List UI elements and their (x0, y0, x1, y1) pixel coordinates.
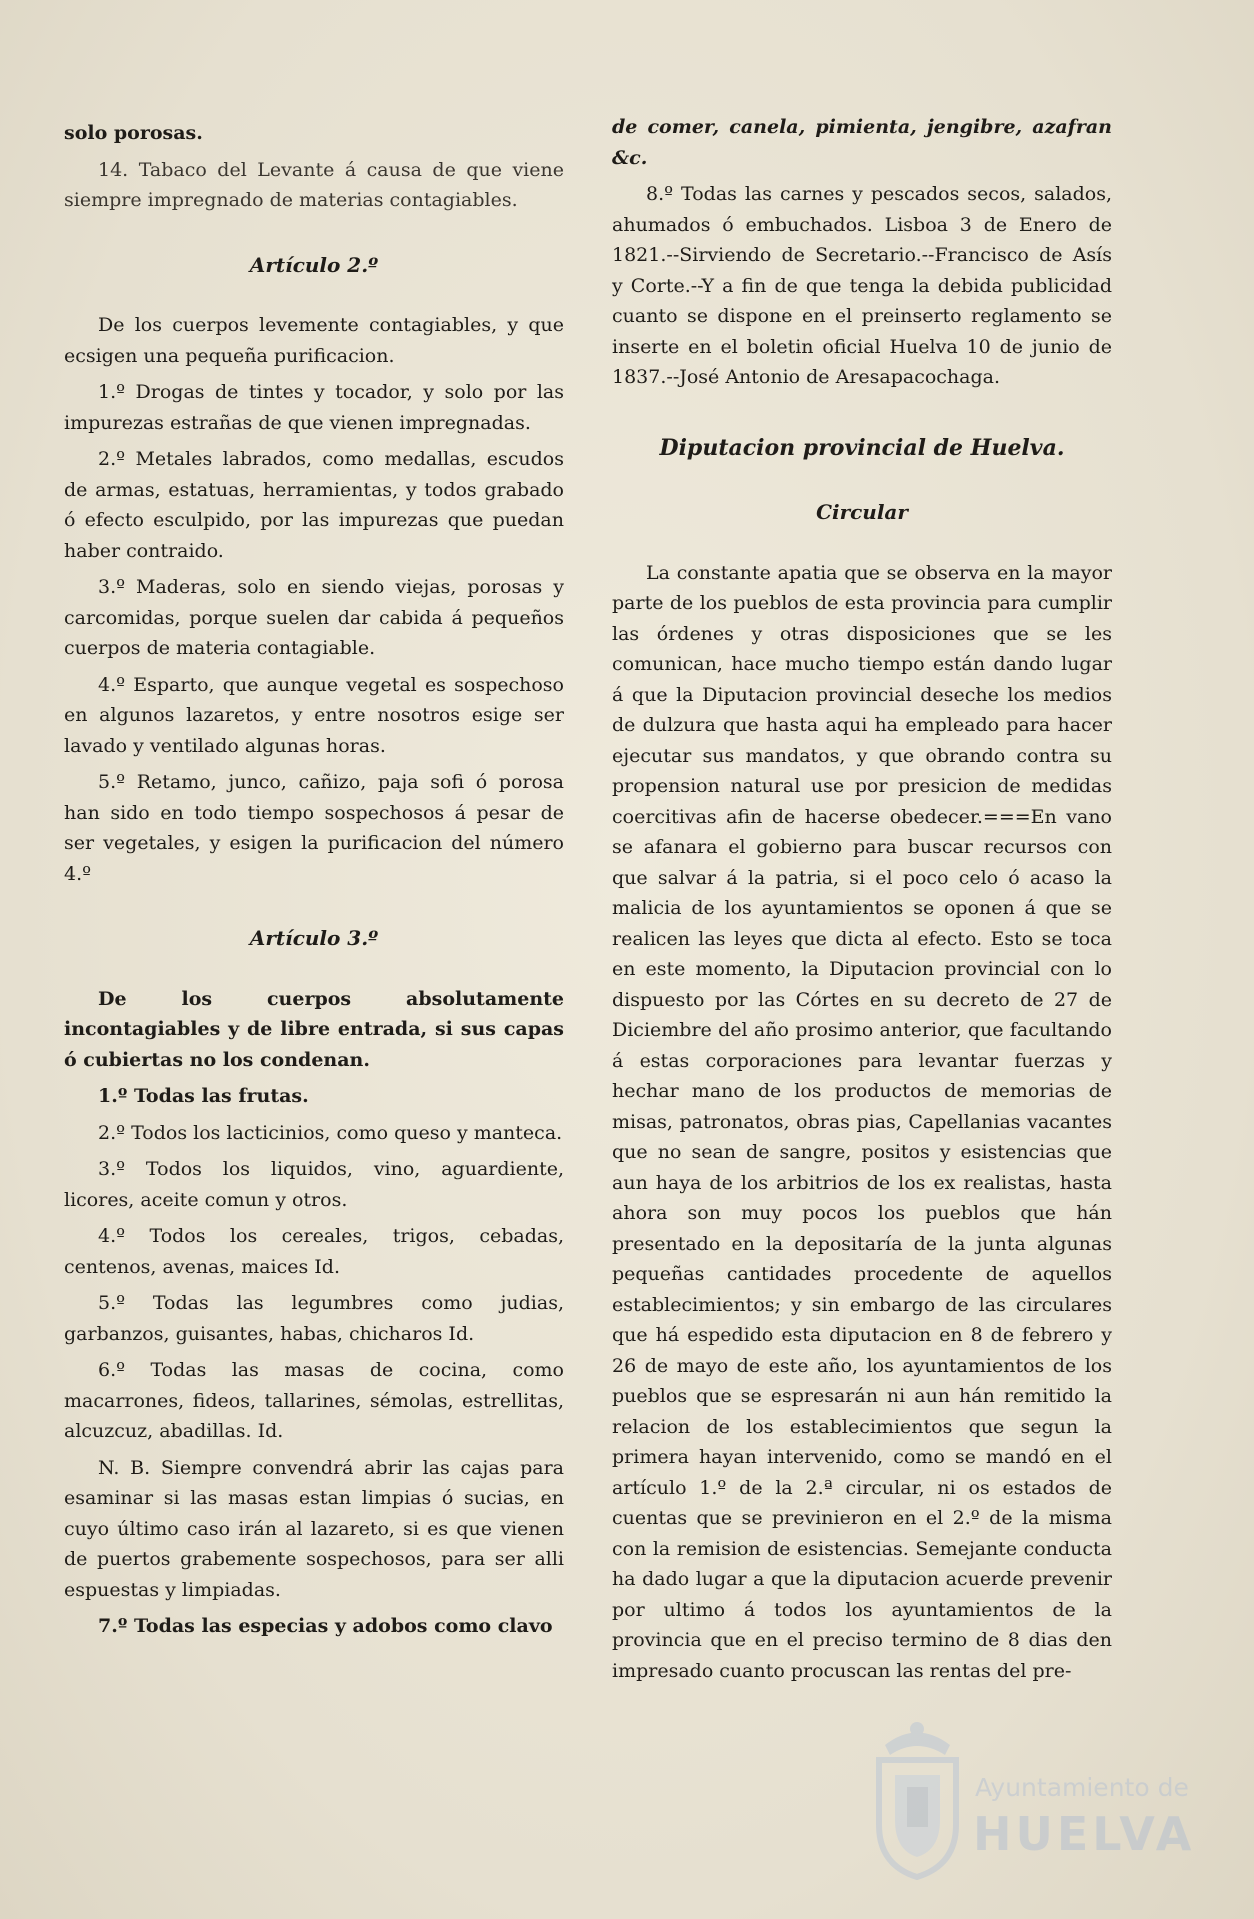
text-paragraph: 3.º Todos los liquidos, vino, aguardiente, licores, aceite comun y otros. (64, 1158, 564, 1211)
left-column (64, 118, 564, 1648)
right-column (612, 112, 1112, 1692)
text-paragraph: De los cuerpos levemente contagiables, y que ecsigen una pequeña purificacion. (64, 314, 564, 367)
text-paragraph: De los cuerpos absolutamente incontagiables y de libre entrada, si sus capas ó cubiertas no los condenan. (64, 987, 564, 1071)
text-paragraph: 14. Tabaco del Levante á causa de que viene siempre impregnado de materias contagiables. (64, 158, 564, 211)
text-paragraph: 5.º Todas las legumbres como judias, garbanzos, guisantes, habas, chicharos Id. (64, 1292, 564, 1345)
text-paragraph: de comer, canela, pimienta, jengibre, azafran &c. (612, 116, 1112, 169)
section-heading: Diputacion provincial de Huelva. (659, 434, 1065, 461)
city-coat-of-arms-icon (865, 1715, 970, 1880)
ayuntamiento-watermark (865, 1715, 1195, 1885)
text-paragraph: 2.º Metales labrados, como medallas, escudos de armas, estatuas, herramientas, y todos grabado ó efecto esculpido, por las impurezas que puedan haber contraido. (64, 448, 564, 562)
text-paragraph: 8.º Todas las carnes y pescados secos, salados, ahumados ó embuchados. Lisboa 3 de Enero de 1821.--Sirviendo de Secretario.--Francisco de Asís y Corte.--Y a fin de que tenga la debida publicidad cuanto se dispone en el preinserto reglamento se inserte en el boletin oficial Huelva 10 de junio de 1837.--José Antonio de Aresapacochaga. (612, 183, 1112, 388)
text-paragraph: La constante apatia que se observa en la mayor parte de los pueblos de esta provincia para cumplir las órdenes y otras disposiciones que se les comunican, hace mucho tiempo están dando lugar á que la Diputacion provincial deseche los medios de dulzura que hasta aqui ha empleado para hacer ejecutar sus mandatos, y que obrando contra su propension natural use por presicion de medidas coercitivas afin de hacerse obedecer.===En vano se afanara el gobierno para buscar recursos con que salvar á la patria, si el poco celo ó acaso la malicia de los ayuntamientos se oponen á que se realicen las leyes que dicta al efecto. Esto se toca en este momento, la Diputacion provincial con lo dispuesto por las Córtes en su decreto de 27 de Diciembre del año prosimo anterior, que facultando á estas corporaciones para levantar fuerzas y hechar mano de los productos de memorias de misas, patronatos, obras pias, Capellanias vacantes que no sean de sangre, positos y esistencias que aun haya de los arbitrios de los ex realistas, hasta ahora son muy pocos los pueblos que hán presentado en la depositaría de la junta algunas pequeñas cantidades procedente de aquellos establecimientos; y sin embargo de las circulares que há espedido esta diputacion en 8 de febrero y 26 de mayo de este año, los ayuntamientos de los pueblos que se espresarán ni aun hán remitido la relacion de los establecimientos que segun la primera hayan intervenido, como se mandó en el artículo 1.º de la 2.ª circular, ni os estados de cuentas que se previnieron en el 2.º de la misma con la remision de esistencias. Semejante conducta ha dado lugar a que la diputacion acuerde prevenir por ultimo á todos los ayuntamientos de la provincia que en el preciso termino de 8 dias den impresado cuanto procuscan las rentas del pre- (612, 561, 1112, 1682)
text-paragraph: 7.º Todas las especias y adobos como clavo (98, 1615, 553, 1637)
circular-heading: Circular (816, 500, 908, 524)
watermark-text: Ayuntamiento de (975, 1773, 1189, 1802)
text-paragraph: 5.º Retamo, junco, cañizo, paja sofi ó porosa han sido en todo tiempo sospechosos á pesar de ser vegetales, y esigen la purificacion del número 4.º (64, 771, 564, 885)
article-heading: Artículo 2.º (249, 252, 379, 277)
text-paragraph: 2.º Todos los lacticinios, como queso y manteca. (98, 1121, 563, 1144)
text-paragraph: 3.º Maderas, solo en siendo viejas, porosas y carcomidas, porque suelen dar cabida á pequeños cuerpos de materia contagiable. (64, 576, 564, 659)
text-paragraph: 4.º Esparto, que aunque vegetal es sospechoso en algunos lazaretos, y entre nosotros esige ser lavado y ventilado algunas horas. (64, 673, 564, 757)
text-paragraph: 4.º Todos los cereales, trigos, cebadas, centenos, avenas, maices Id. (64, 1225, 564, 1278)
text-paragraph: 1.º Todas las frutas. (98, 1085, 309, 1107)
text-paragraph: 1.º Drogas de tintes y tocador, y solo por las impurezas estrañas de que vienen impregnadas. (64, 381, 564, 434)
watermark-text: HUELVA (973, 1807, 1196, 1861)
article-heading: Artículo 3.º (249, 926, 379, 950)
text-paragraph: solo porosas. (64, 122, 203, 144)
text-paragraph: N. B. Siempre convendrá abrir las cajas para esaminar si las masas estan limpias ó sucias, en cuyo último caso irán al lazareto, si es que vienen de puertos grabemente sospechosos, para ser alli espuestas y limpiadas. (64, 1456, 564, 1601)
text-paragraph: 6.º Todas las masas de cocina, como macarrones, fideos, tallarines, sémolas, estrellitas, alcuzcuz, abadillas. Id. (64, 1359, 564, 1442)
